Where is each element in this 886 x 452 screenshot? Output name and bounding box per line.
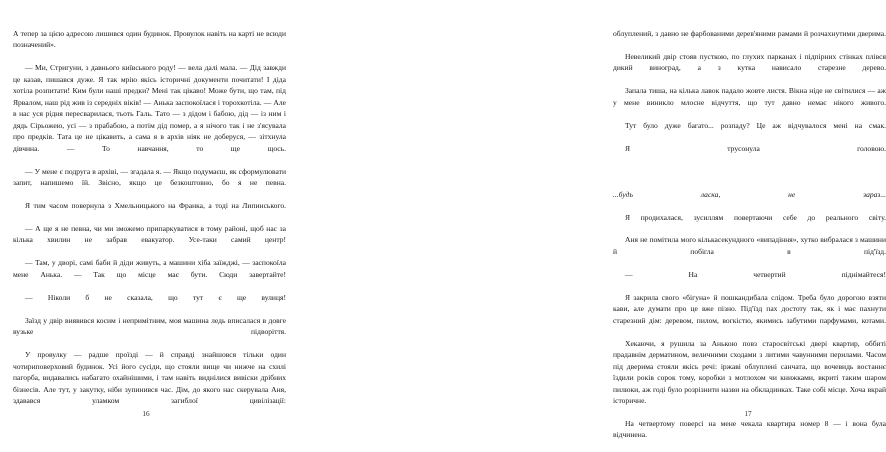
paragraph-blank-spacer — [613, 166, 886, 189]
paragraph: А тепер за цією адресою лишився один будинок. Провулок навіть на карті не всюди позначений». — [13, 29, 286, 50]
paragraph: Я продихалася, зусиллям повертаючи себе до реального світу. — [625, 212, 886, 222]
paragraph: — Ми, Стригуни, з давнього київського роду! — вела далі мала. — Дід завжди це казав, пишався дуже. Я так мрію якісь історичні документи почитати! І діда хотіла розпитати! Ким були наші предки? Мені так цікаво! Може бути, що там, під Ярвалом, наш рід жив із середніх віків! — Анька заспокоїлася і торохкотіла. — Але в нас уся рідня пересварилася, тьоть Галь. Тато — з дідом і бабою, дід — із ним і дядь Сірьожею, усі — з прабабою, а потім дід помер, а я нічого так і не з'ясувала про предків. Тата це не цікавить, а сама я в архів ніяк не доберуся, — зітхнула дівчина. — То навчання, то ще щось. — [13, 63, 286, 153]
paragraph: — Ніколи б не сказала, що тут є ще вулиця! — [25, 292, 286, 302]
paragraph: Запала тиша, на кілька лавок падало жовте листя. Вікна ніде не світилися — аж у мене виникло млосне відчуття, що тут давно немає нікого живого. — [613, 86, 886, 107]
paragraph: Тут було дуже багато... розпаду? Це аж відчувалося мені на смак. — [625, 120, 886, 130]
paragraph: Заїзд у двір виявився косим і непримітним, моя машина ледь вписалася в довге вузьке підворіття. — [13, 315, 286, 337]
paragraph: — У мене є подруга в архіві, — згадала я. — Якщо подумаєш, як сформулювати запит, напишемо їй. Звісно, якщо це безкоштовно, бо я не певна. — [13, 166, 286, 188]
paragraph: У провулку — радше проїзді — й справді знайшовся тільки один чотириповерховий будинок. Усі його сусіди, що стояли вище чи нижче на схилі пагорба, видавались набагато охайнішими, і там навіть виднілися вивіски дрібних бізнесів. Але тут, у закутку, ніби зупинився час. Дім, до якого нас скерувала Аня, здавався уламком загиблої цивілізації: — [13, 350, 286, 405]
paragraph: Аня не помітила мого кількасекундного «випадіння», хутко вибралася з машини й побігла в під'їзд. — [613, 235, 886, 256]
paragraph: Невеликий двір стояв пусткою, по глухих парканах і підпірних стінках плівся дикий виноград, а з кутка нависало старезне дерево. — [613, 51, 886, 73]
paragraph: На четвертому поверсі на мене чекала квартира номер 8 — і вона була відчинена. — [613, 418, 886, 440]
paragraph: Я тим часом повернула з Хмельницького на Франка, а тоді на Липинського. — [25, 201, 286, 211]
page-left — [0, 0, 300, 439]
paragraph: Я трусонула головою. — [625, 143, 886, 153]
paragraph: — А ще я не певна, чи ми зможемо припаркуватися в тому районі, щоб нас за кілька хвилин не забрав евакуатор. Усе-таки самий центр! — [13, 223, 286, 245]
page-number-right: 17 — [744, 410, 752, 418]
page-left-textblock — [13, 28, 286, 418]
paragraph-italic-whisper: ...будь ласка, не зараз... — [613, 189, 886, 199]
paragraph: — На четвертий піднімайтеся! — [625, 269, 886, 279]
page-right — [300, 0, 886, 440]
paragraph: Я закрила свого «бігуна» й пошкандибала слідом. Треба було дорогою взяти кави, але думати про це вже пізно. Під'їзд пах достоту так, як і має пахнути старезний дім: деревом, пилом, вогкістю, якимись забутими парфумами, котами. — [613, 292, 886, 325]
paragraph: облуплений, з давно не фарбованими дерев'яними рамами й розчахнутими дверима. — [613, 29, 886, 38]
page-number-left: 16 — [142, 410, 150, 418]
page-right-textblock — [613, 28, 886, 452]
paragraph: Хекаючи, я рушила за Анькою повз старосвітські двері квартир, оббиті прадавнім дерматином, величними сходами з литими чавунними перилами. Часом під дверима стояли якісь речі: іржаві облуплені санчата, що вочевидь востаннє їздили років сорок тому, коробки з мотлохом чи книжками, вкриті таким шаром пилюки, аж годі було розрізнити назви на обкладинках. Таке собі місце. Хоча вкрай історичне. — [613, 338, 886, 405]
paragraph: — Там, у дворі, самі баби й діди живуть, а машини хіба заїжджі, — заспокоїла мене Анька. — Так що місце має бути. Сюди завертайте! — [13, 258, 286, 279]
